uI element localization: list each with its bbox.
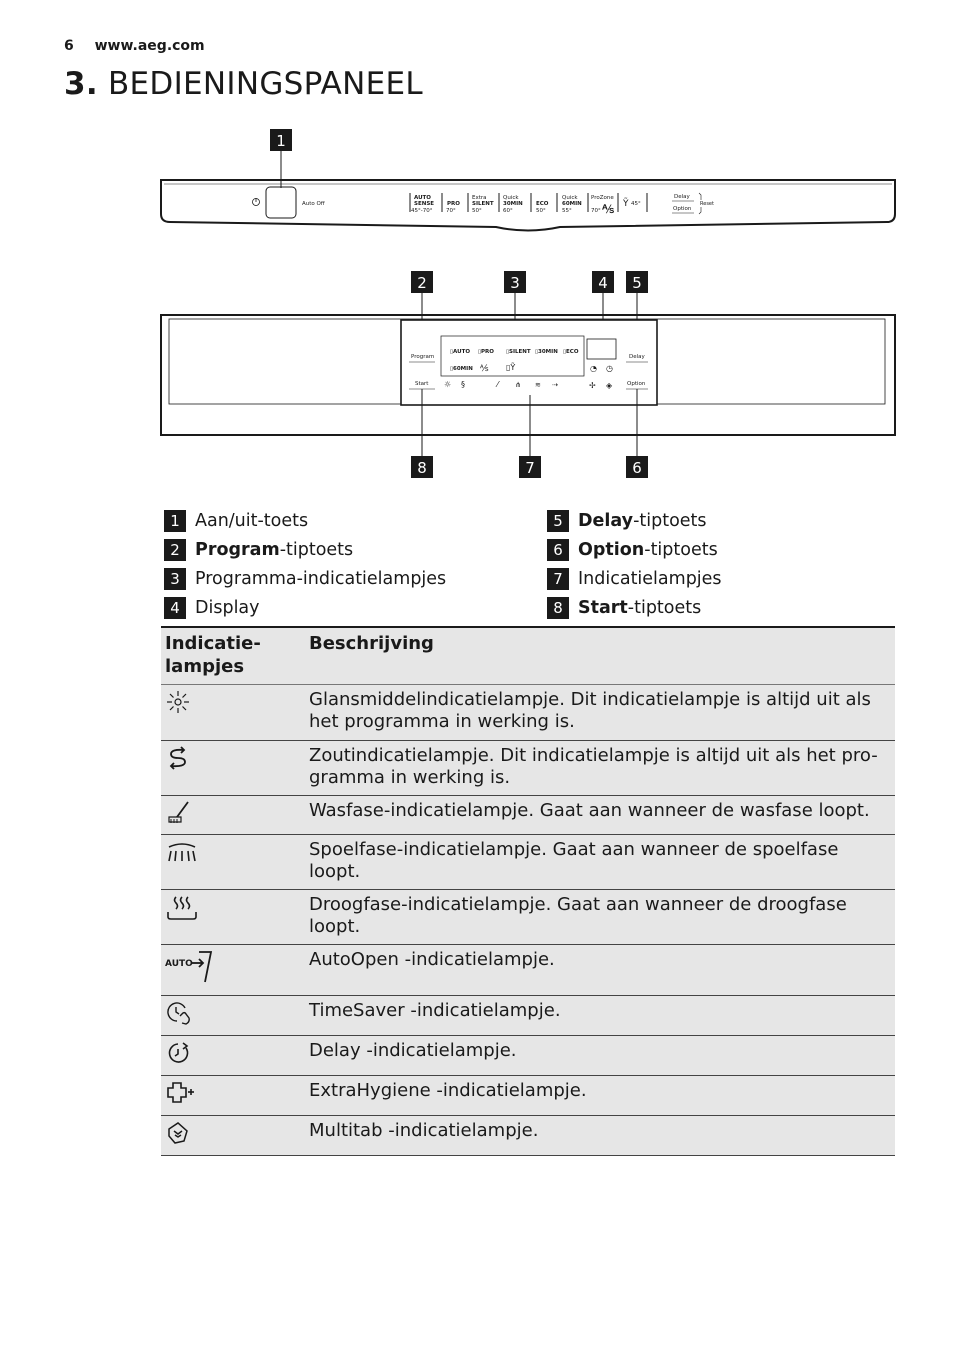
legend-item — [547, 535, 927, 564]
top-program-labels — [410, 193, 714, 216]
delay-icon — [161, 1036, 305, 1076]
timesaver-icon — [161, 996, 305, 1036]
svg-text:3: 3 — [510, 274, 520, 292]
svg-text:Quick: Quick — [562, 195, 578, 201]
autoopen-icon — [161, 945, 305, 996]
table-row — [161, 796, 895, 835]
site-url: www.aeg.com — [94, 38, 205, 54]
svg-text:Delay: Delay — [629, 354, 645, 360]
section-title-text: BEDIENINGSPANEEL — [107, 66, 423, 102]
svg-text:§: § — [461, 380, 465, 389]
legend-text: -tiptoets — [633, 510, 707, 531]
table-row — [161, 835, 895, 890]
svg-text:Extra: Extra — [472, 195, 487, 201]
row-description: Spoelfase-indicatielampje. Gaat aan wanneer de spoelfase loopt. — [305, 835, 895, 890]
legend-item — [547, 564, 927, 593]
table-header-row — [161, 627, 895, 685]
svg-text:◷: ◷ — [606, 364, 613, 373]
rinse-phase-icon — [161, 835, 305, 890]
legend-item — [547, 506, 927, 535]
multitab-icon — [161, 1116, 305, 1156]
row-description: Wasfase-indicatielampje. Gaat aan wanneer de wasfase loopt. — [305, 796, 895, 835]
svg-text:6: 6 — [632, 459, 642, 477]
svg-text:▯AUTO: ▯AUTO — [450, 349, 471, 355]
svg-text:▯SILENT: ▯SILENT — [506, 349, 531, 355]
svg-text:60MIN: 60MIN — [562, 201, 582, 207]
row-description: TimeSaver -indicatielampje. — [305, 996, 895, 1036]
svg-text:8: 8 — [417, 459, 427, 477]
control-panel-drawing — [0, 0, 954, 500]
svg-text:PRO: PRO — [447, 201, 460, 207]
svg-text:Option: Option — [627, 381, 646, 387]
svg-text:45°-70°: 45°-70° — [411, 208, 433, 214]
rinse-aid-icon — [161, 685, 305, 741]
svg-text:▯Ỹ: ▯Ỹ — [506, 363, 516, 372]
svg-text:Program: Program — [411, 354, 435, 360]
legend-text: Indicatielampjes — [578, 568, 722, 589]
table-row — [161, 1116, 895, 1156]
bottom-panel — [161, 315, 895, 435]
svg-text:Ỹ: Ỹ — [623, 199, 629, 209]
svg-text:45°: 45° — [631, 201, 641, 207]
svg-text:◈: ◈ — [606, 381, 613, 390]
table-row — [161, 1036, 895, 1076]
legend-text: -tiptoets — [644, 539, 718, 560]
svg-text:ProZone: ProZone — [591, 195, 614, 201]
legend-bold: Program — [195, 539, 280, 560]
salt-icon — [161, 741, 305, 796]
row-description: Droogfase-indicatielampje. Gaat aan wanneer de droogfase loopt. — [305, 890, 895, 945]
svg-text:☼: ☼ — [444, 380, 452, 389]
legend-bold: Option — [578, 539, 645, 560]
svg-text:Start: Start — [415, 381, 429, 387]
auto-off-label: Auto Off — [302, 201, 325, 207]
svg-text:55°: 55° — [562, 208, 572, 214]
legend-badge: 4 — [164, 597, 186, 619]
svg-text:SILENT: SILENT — [472, 201, 494, 207]
legend-badge: 8 — [547, 597, 569, 619]
svg-text:⁄: ⁄ — [497, 380, 499, 389]
svg-text:7: 7 — [525, 459, 535, 477]
svg-text:▯30MIN: ▯30MIN — [535, 349, 558, 355]
row-description: Zoutindicatielampje. Dit indicatielampje is altijd uit als het pro-gramma in werking is. — [305, 741, 895, 796]
page-number: 6 — [64, 38, 74, 54]
legend-text: -tiptoets — [279, 539, 354, 560]
svg-text:2: 2 — [417, 274, 427, 292]
row-description: Multitab -indicatielampje. — [305, 1116, 895, 1156]
svg-text:ECO: ECO — [536, 201, 549, 207]
header-indicator: Indicatie- lampjes — [161, 627, 305, 685]
extrahygiene-icon — [161, 1076, 305, 1116]
legend-item — [164, 506, 544, 535]
indicator-table — [161, 626, 895, 1156]
svg-text:▯PRO: ▯PRO — [478, 349, 494, 355]
legend-badge: 5 — [547, 510, 569, 532]
legend-item — [164, 535, 544, 564]
legend-item — [547, 593, 927, 622]
legend-item — [164, 564, 544, 593]
control-panel-figure — [0, 0, 954, 500]
legend-badge: 1 — [164, 510, 186, 532]
svg-text:Reset: Reset — [700, 201, 714, 207]
table-row — [161, 741, 895, 796]
legend-badge: 2 — [164, 539, 186, 561]
svg-text:◔: ◔ — [590, 364, 597, 373]
svg-text:4: 4 — [598, 274, 608, 292]
legend-item — [164, 593, 544, 622]
svg-text:Quick: Quick — [503, 195, 519, 201]
row-description: Delay -indicatielampje. — [305, 1036, 895, 1076]
svg-text:SENSE: SENSE — [414, 201, 435, 207]
header-description: Beschrijving — [305, 627, 895, 685]
row-description: Glansmiddelindicatielampje. Dit indicatielampje is altijd uit als het programma in werking is. — [305, 685, 895, 741]
section-number: 3. — [64, 66, 98, 102]
row-description: AutoOpen -indicatielampje. — [305, 945, 895, 996]
svg-text:AUTO: AUTO — [165, 959, 193, 969]
legend-bold: Start — [578, 597, 628, 618]
legend-text: Display — [195, 597, 260, 618]
svg-text:▯ECO: ▯ECO — [563, 349, 579, 355]
callout-7 — [519, 395, 541, 478]
legend-text: Programma-indicatielampjes — [195, 568, 447, 589]
table-row — [161, 685, 895, 741]
legend-right-column — [547, 506, 927, 622]
svg-text:50°: 50° — [536, 208, 546, 214]
legend-text: Aan/uit-toets — [195, 510, 309, 531]
svg-text:Option: Option — [673, 206, 692, 212]
svg-text:1: 1 — [276, 132, 286, 150]
svg-text:✢: ✢ — [589, 381, 596, 390]
legend-text: -tiptoets — [627, 597, 702, 618]
legend-bold: Delay — [578, 510, 634, 531]
table-row — [161, 1076, 895, 1116]
table-row — [161, 890, 895, 945]
svg-text:Delay: Delay — [674, 194, 690, 200]
svg-text:70°: 70° — [591, 208, 601, 214]
wash-phase-icon — [161, 796, 305, 835]
svg-text:≋: ≋ — [535, 381, 541, 389]
svg-text:⇢: ⇢ — [552, 381, 558, 389]
legend-badge: 6 — [547, 539, 569, 561]
table-row — [161, 996, 895, 1036]
table-row — [161, 945, 895, 996]
svg-text:⅍: ⅍ — [480, 364, 489, 374]
power-button — [266, 187, 296, 218]
svg-text:AUTO: AUTO — [414, 195, 431, 201]
svg-text:70°: 70° — [446, 208, 456, 214]
svg-text:⋔: ⋔ — [515, 381, 521, 389]
svg-text:▯60MIN: ▯60MIN — [450, 366, 473, 372]
legend-badge: 3 — [164, 568, 186, 590]
svg-text:⅍: ⅍ — [602, 202, 614, 216]
svg-text:50°: 50° — [472, 208, 482, 214]
legend-badge: 7 — [547, 568, 569, 590]
svg-text:5: 5 — [632, 274, 642, 292]
drying-phase-icon — [161, 890, 305, 945]
legend-left-column — [164, 506, 544, 622]
svg-text:60°: 60° — [503, 208, 513, 214]
svg-text:30MIN: 30MIN — [503, 201, 523, 207]
row-description: ExtraHygiene -indicatielampje. — [305, 1076, 895, 1116]
top-panel — [161, 180, 895, 231]
